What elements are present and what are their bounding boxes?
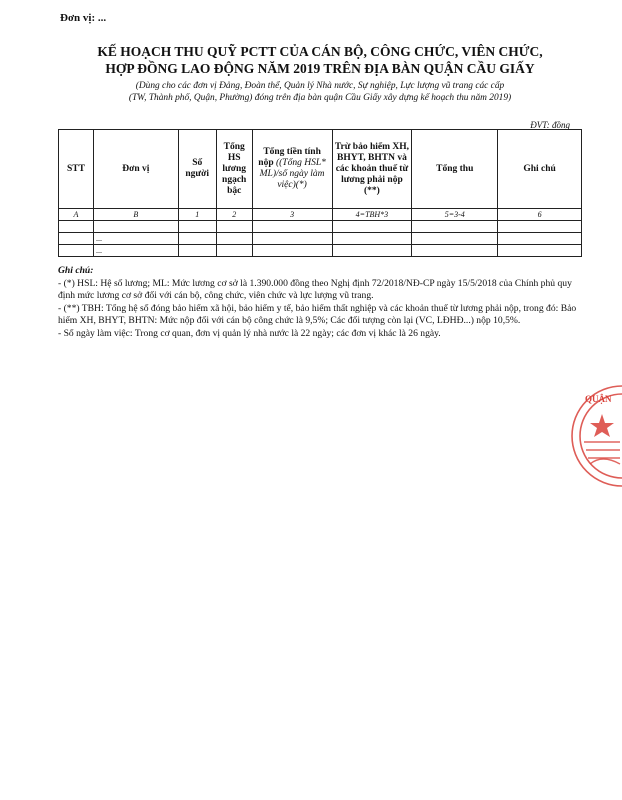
header-money-note: ((Tổng HSL* ML)/số ngày làm việc)(*) [259, 158, 326, 190]
table-cell [216, 233, 252, 245]
header-money-main: Tổng tiền tính nộp [258, 147, 321, 168]
stamp-text: QUẬN [585, 394, 612, 404]
table-cell [412, 233, 498, 245]
table-cell [498, 245, 582, 257]
table-cell: 5=3-4 [412, 209, 498, 221]
table-cell [216, 221, 252, 233]
table-cell [498, 221, 582, 233]
table-cell: 1 [178, 209, 216, 221]
table-cell [59, 233, 94, 245]
table-cell [332, 245, 412, 257]
table-cell [412, 245, 498, 257]
header-money [252, 130, 332, 209]
table-row [59, 233, 582, 245]
table-cell: 2 [216, 209, 252, 221]
table-cell: 3 [252, 209, 332, 221]
table-cell [252, 221, 332, 233]
table-cell [59, 245, 94, 257]
table-row [59, 221, 582, 233]
note-item: - (**) TBH: Tổng hệ số đóng bảo hiểm xã hội, bảo hiểm y tế, bảo hiểm thất nghiệp và các khoản thuế từ lương phải nộp, trong đó: Bảo hiểm XH, BHYT, BHTN: Mức nộp đối với cán bộ công chức là 9,5%; Các đối tượng còn lại (VC, LĐHĐ...) nộp 10,5%. [58, 302, 577, 326]
table-cell [252, 233, 332, 245]
official-seal-stamp [566, 380, 622, 492]
table-header-row [59, 130, 582, 209]
header-total: Tổng thu [412, 130, 498, 209]
plan-table [58, 129, 582, 257]
table-cell: 6 [498, 209, 582, 221]
table-cell: 4=TBH*3 [332, 209, 412, 221]
title-line-1: KẾ HOẠCH THU QUỸ PCTT CỦA CÁN BỘ, CÔNG CHỨC, VIÊN CHỨC, [97, 44, 543, 59]
table-cell [178, 221, 216, 233]
table-cell [216, 245, 252, 257]
table-cell [252, 245, 332, 257]
table-cell [332, 233, 412, 245]
header-deduct: Trừ bảo hiểm XH, BHYT, BHTN và các khoản thuế từ lương phải nộp (**) [332, 130, 412, 209]
subtitle [70, 80, 570, 104]
table-cell [93, 221, 178, 233]
header-hs: Tổng HS lương ngạch bậc [216, 130, 252, 209]
subtitle-line-2: (TW, Thành phố, Quận, Phường) đóng trên địa bàn quận Cầu Giấy xây dựng kế hoạch thu năm 2019) [128, 93, 512, 103]
table-cell [59, 221, 94, 233]
table-code-row [59, 209, 582, 221]
notes-section [58, 265, 584, 340]
table-cell [178, 233, 216, 245]
table-row [59, 245, 582, 257]
notes-heading: Ghi chú: [58, 265, 94, 276]
subtitle-line-1: (Dùng cho các đơn vị Đảng, Đoàn thể, Quản lý Nhà nước, Sự nghiệp, Lực lượng vũ trang các cấp [135, 81, 505, 91]
table-cell: B [93, 209, 178, 221]
currency-unit: ĐVT: đồng [530, 120, 570, 130]
title-line-2: HỢP ĐỒNG LAO ĐỘNG NĂM 2019 TRÊN ĐỊA BÀN QUẬN CẦU GIẤY [105, 61, 535, 76]
table-cell [332, 221, 412, 233]
table-cell: A [59, 209, 94, 221]
note-item: - (*) HSL: Hệ số lương; ML: Mức lương cơ sở là 1.390.000 đồng theo Nghị định 72/2018/NĐ-CP ngày 15/5/2018 của Chính phủ quy định mức lương cơ sở đối với cán bộ, công chức, viên chức và lực lượng vũ trang. [58, 277, 572, 301]
table-cell [178, 245, 216, 257]
note-item: - Số ngày làm việc: Trong cơ quan, đơn vị quản lý nhà nước là 22 ngày; các đơn vị khác là 26 ngày. [58, 327, 441, 339]
header-people: Số người [178, 130, 216, 209]
unit-label: Đơn vị: ... [60, 12, 107, 24]
table-cell: ... [93, 233, 178, 245]
table-cell: ... [93, 245, 178, 257]
header-note: Ghi chú [498, 130, 582, 209]
table-cell [498, 233, 582, 245]
table-cell [412, 221, 498, 233]
header-unit: Đơn vị [93, 130, 178, 209]
header-stt: STT [59, 130, 94, 209]
